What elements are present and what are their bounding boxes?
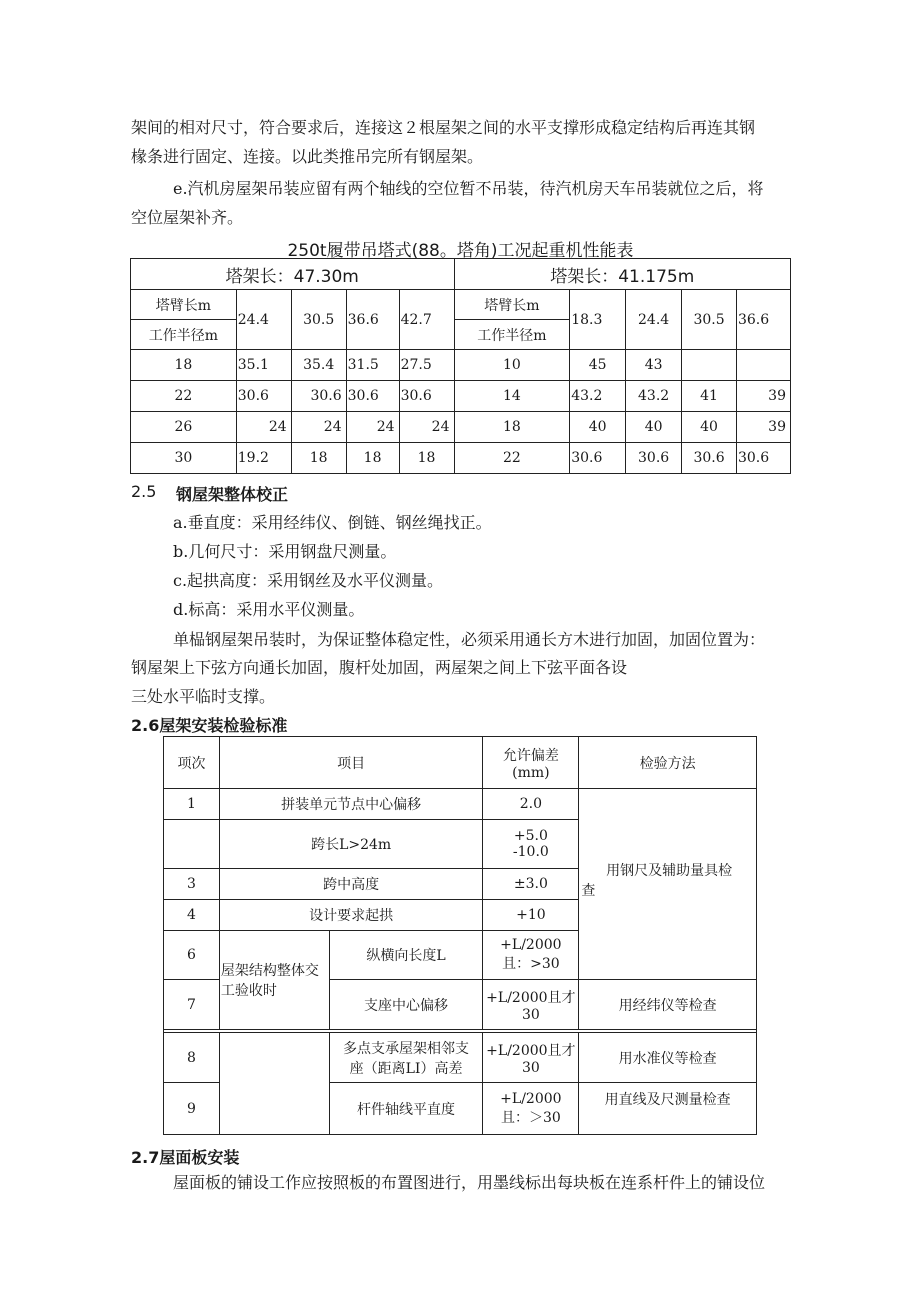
row-subitem: 支座中心偏移: [329, 980, 483, 1030]
left-arm-length: 30.5: [291, 290, 346, 350]
list-item: c.起拱高度：采用钢丝及水平仪测量。: [173, 571, 444, 590]
row-subitem: 纵横向长度L: [329, 931, 483, 980]
crane-performance-table: [130, 258, 791, 474]
row-no: 4: [164, 900, 220, 931]
section-number: 2.5: [131, 482, 157, 501]
left-radius-label: 工作半径m: [131, 320, 237, 350]
table-cell: 30.6: [570, 443, 626, 474]
row-method: 用水准仪等检查: [579, 1033, 757, 1083]
inspection-standard-table: [163, 736, 757, 1135]
left-radius: 30: [131, 443, 237, 474]
header-no: 项次: [164, 737, 220, 789]
paragraph-line: 三处水平临时支撑。: [131, 687, 276, 706]
table-cell: 30.6: [291, 381, 346, 412]
tol-upper: +L/2000且才: [486, 1042, 576, 1059]
paragraph-line: 单榀钢屋架吊装时，为保证整体稳定性，必须采用通长方木进行加固，加固位置为：: [173, 630, 766, 649]
row-tolerance: +10: [483, 900, 579, 931]
table-cell: 39: [736, 412, 790, 443]
tol-upper: +L/2000: [500, 937, 562, 953]
right-arm-label: 塔臂长m: [454, 290, 570, 320]
section-title: 2.7屋面板安装: [131, 1148, 240, 1167]
table-cell: 30.6: [236, 381, 291, 412]
row-method: 用经纬仪等检查: [579, 980, 757, 1030]
tol-upper: +5.0: [513, 828, 548, 844]
row-tolerance: [483, 1083, 579, 1135]
table-cell: 30.6: [682, 443, 737, 474]
table-cell: 18: [399, 443, 454, 474]
empty-group-cell: [219, 1033, 329, 1135]
row-no: 8: [164, 1033, 220, 1083]
row-no: [164, 820, 220, 869]
right-arm-length: 30.5: [682, 290, 737, 350]
row-subitem: [329, 1033, 483, 1083]
paragraph-line: 椽条进行固定、连接。以此类推吊完所有钢屋架。: [131, 147, 484, 166]
tol-lower: 且：>30: [502, 956, 560, 972]
table-cell: 18: [291, 443, 346, 474]
table-cell: 30.6: [346, 381, 399, 412]
left-radius: 26: [131, 412, 237, 443]
right-radius: 22: [454, 443, 570, 474]
header-tolerance: [483, 737, 579, 789]
left-radius: 22: [131, 381, 237, 412]
row-item: 设计要求起拱: [219, 900, 483, 931]
method-cell: [579, 789, 757, 980]
subitem-line: 座（距离LI）高差: [349, 1060, 463, 1077]
table-cell: 35.1: [236, 350, 291, 381]
tol-lower: -10.0: [512, 844, 549, 860]
left-arm-length: 24.4: [236, 290, 291, 350]
table-row: [164, 789, 757, 820]
left-tower-header: 塔架长：47.30m: [131, 259, 455, 290]
list-item: d.标高：采用水平仪测量。: [173, 600, 365, 619]
row-no: 9: [164, 1083, 220, 1135]
paragraph-line: 架间的相对尺寸，符合要求后，连接这２根屋架之间的水平支撑形成稳定结构后再连其钢: [131, 118, 756, 137]
table-title: 250t履带吊塔式(88。塔角)工况起重机性能表: [287, 241, 634, 261]
table-row: [131, 381, 791, 412]
row-subitem: 杆件轴线平直度: [329, 1083, 483, 1135]
header-item: 项目: [219, 737, 483, 789]
left-arm-length: 36.6: [346, 290, 399, 350]
row-tolerance: ±3.0: [483, 869, 579, 900]
table-cell: 19.2: [236, 443, 291, 474]
table-cell: 30.6: [399, 381, 454, 412]
row-method: 用直线及尺测量检查: [579, 1083, 757, 1135]
header-tolerance-unit: (mm): [512, 764, 550, 781]
table-row: [131, 350, 791, 381]
table-cell: 18: [346, 443, 399, 474]
list-item: a.垂直度：采用经纬仪、倒链、钢丝绳找正。: [173, 513, 492, 532]
table-cell: 24: [291, 412, 346, 443]
row-tolerance: [483, 931, 579, 980]
right-arm-length: 36.6: [736, 290, 790, 350]
row-no: 7: [164, 980, 220, 1030]
table-cell: 30.6: [736, 443, 790, 474]
table-row: [131, 443, 791, 474]
right-radius: 14: [454, 381, 570, 412]
list-item: b.几何尺寸：采用钢盘尺测量。: [173, 542, 397, 561]
header-method: 检验方法: [579, 737, 757, 789]
table-cell: 27.5: [399, 350, 454, 381]
section-title: 2.6屋架安装检验标准: [131, 716, 288, 735]
table-cell: 24: [399, 412, 454, 443]
row-item: 拼装单元节点中心偏移: [219, 789, 483, 820]
right-radius: 18: [454, 412, 570, 443]
row-tolerance: 2.0: [483, 789, 579, 820]
tol-upper: +L/2000: [500, 1090, 562, 1107]
row-no: 3: [164, 869, 220, 900]
tol-lower: 30: [521, 1006, 540, 1023]
row-tolerance: [483, 820, 579, 869]
header-tolerance-label: 允许偏差: [502, 747, 559, 764]
row-no: 6: [164, 931, 220, 980]
row-item: 跨长L>24m: [219, 820, 483, 869]
right-arm-length: 18.3: [570, 290, 626, 350]
method-text-cont: 查: [581, 883, 596, 899]
table-cell: 31.5: [346, 350, 399, 381]
tol-lower: 且：＞30: [500, 1109, 561, 1126]
paragraph-line: e.汽机房屋架吊装应留有两个轴线的空位暂不吊装，待汽机房天车吊装就位之后，将: [173, 179, 764, 198]
group-label: [219, 931, 329, 1030]
table-row: [131, 412, 791, 443]
table-cell: 43.2: [626, 381, 682, 412]
group-label-line: 工验收时: [220, 983, 277, 999]
right-tower-header: 塔架长：41.175m: [454, 259, 791, 290]
row-no: 1: [164, 789, 220, 820]
right-arm-length: 24.4: [626, 290, 682, 350]
table-cell: 45: [570, 350, 626, 381]
left-arm-length: 42.7: [399, 290, 454, 350]
table-cell: 41: [682, 381, 737, 412]
right-radius: 10: [454, 350, 570, 381]
row-item: 跨中高度: [219, 869, 483, 900]
table-cell: 43: [626, 350, 682, 381]
row-tolerance: [483, 980, 579, 1030]
group-label-line: 屋架结构整体交: [220, 963, 319, 979]
subitem-line: 多点支承屋架相邻支: [343, 1040, 470, 1057]
right-radius-label: 工作半径m: [454, 320, 570, 350]
section-title: 钢屋架整体校正: [176, 485, 289, 504]
tol-upper: +L/2000且才: [486, 989, 576, 1006]
left-radius: 18: [131, 350, 237, 381]
table-cell: 40: [682, 412, 737, 443]
tol-lower: 30: [521, 1059, 540, 1076]
left-arm-label: 塔臂长m: [131, 290, 237, 320]
table-row: [164, 1033, 757, 1083]
table-cell: 40: [570, 412, 626, 443]
table-cell: 24: [236, 412, 291, 443]
method-text: 用钢尺及辅助量具检: [606, 863, 733, 879]
table-cell: 30.6: [626, 443, 682, 474]
table-cell: [736, 350, 790, 381]
table-cell: 24: [346, 412, 399, 443]
table-cell: [682, 350, 737, 381]
table-cell: 43.2: [570, 381, 626, 412]
table-cell: 40: [626, 412, 682, 443]
paragraph-line: 屋面板的铺设工作应按照板的布置图进行，用墨线标出每块板在连系杆件上的铺设位: [173, 1173, 766, 1192]
table-cell: 39: [736, 381, 790, 412]
paragraph-line: 钢屋架上下弦方向通长加固，腹杆处加固，两屋架之间上下弦平面各设: [131, 658, 628, 677]
row-tolerance: [483, 1033, 579, 1083]
paragraph-line: 空位屋架补齐。: [131, 208, 244, 227]
table-cell: 35.4: [291, 350, 346, 381]
